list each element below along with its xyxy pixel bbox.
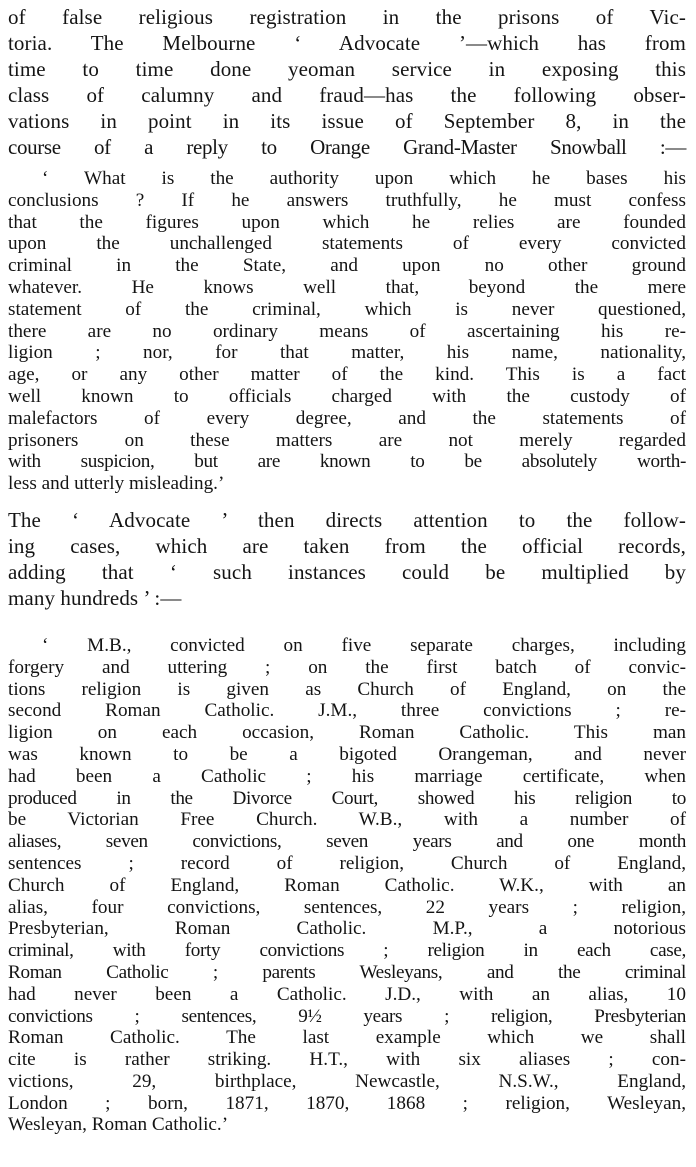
text-line: class of calumny and fraud—has the following obser- <box>8 83 686 107</box>
paragraph-cases-intro <box>8 507 686 611</box>
text-line: Roman Catholic. The last example which we shall <box>8 1027 686 1049</box>
text-line: time to time done yeoman service in exposing this <box>8 57 686 81</box>
text-line: Wesleyan, Roman Catholic.’ <box>8 1114 229 1136</box>
text-line: with suspicion, but are known to be absolutely worth- <box>8 451 686 473</box>
text-line: vations in point in its issue of September 8, in the <box>8 109 686 133</box>
text-line: was known to be a bigoted Orangeman, and never <box>8 743 686 765</box>
text-line: there are no ordinary means of ascertaining his re- <box>8 320 686 342</box>
quote-case-records <box>8 635 686 1136</box>
quote-advocate-authority <box>8 168 686 495</box>
text-line: criminal in the State, and upon no other ground <box>8 255 686 277</box>
text-line: ‘ What is the authority upon which he bases his <box>42 168 686 189</box>
text-line: London ; born, 1871, 1870, 1868 ; religion, Wesleyan, <box>8 1092 686 1114</box>
text-line: Roman Catholic ; parents Wesleyans, and the criminal <box>8 961 686 983</box>
text-line: age, or any other matter of the kind. This is a fact <box>8 364 686 386</box>
text-line: ligion ; nor, for that matter, his name, nationality, <box>8 342 686 364</box>
text-line: less and utterly misleading.’ <box>8 473 225 495</box>
text-line: alias, four convictions, sentences, 22 years ; religion, <box>8 896 686 918</box>
text-line: adding that ‘ such instances could be multiplied by <box>8 559 686 584</box>
text-line: of false religious registration in the prisons of Vic- <box>8 5 686 29</box>
paragraph-intro <box>8 4 686 160</box>
text-line: malefactors of every degree, and the statements of <box>8 407 686 429</box>
text-line: well known to officials charged with the custody of <box>8 385 686 407</box>
text-line: ‘ M.B., convicted on five separate charges, including <box>42 634 686 656</box>
text-line: had been a Catholic ; his marriage certificate, when <box>8 765 686 787</box>
text-line: whatever. He knows well that, beyond the mere <box>8 276 686 298</box>
text-line: cite is rather striking. H.T., with six aliases ; con- <box>8 1049 686 1071</box>
text-line: course of a reply to Orange Grand-Master Snowball :— <box>8 135 686 159</box>
text-line: upon the unchallenged statements of every convicted <box>8 233 686 255</box>
text-line: convictions ; sentences, 9½ years ; religion, Presbyterian <box>8 1005 686 1027</box>
text-line: ing cases, which are taken from the official records, <box>8 533 686 558</box>
text-line: aliases, seven convictions, seven years and one month <box>8 831 686 853</box>
text-line: toria. The Melbourne ‘ Advocate ’—which has from <box>8 31 686 55</box>
text-line: tions religion is given as Church of England, on the <box>8 678 686 700</box>
text-line: Church of England, Roman Catholic. W.K., with an <box>8 874 686 896</box>
text-line: second Roman Catholic. J.M., three convictions ; re- <box>8 700 686 722</box>
text-line: sentences ; record of religion, Church of England, <box>8 852 686 874</box>
text-line: had never been a Catholic. J.D., with an alias, 10 <box>8 983 686 1005</box>
text-line: that the figures upon which he relies are founded <box>8 211 686 233</box>
text-line: criminal, with forty convictions ; religion in each case, <box>8 940 686 962</box>
text-line: Presbyterian, Roman Catholic. M.P., a notorious <box>8 918 686 940</box>
text-line: prisoners on these matters are not merely regarded <box>8 429 686 451</box>
text-line: many hundreds ’ :— <box>8 585 182 610</box>
text-line: statement of the criminal, which is never questioned, <box>8 298 686 320</box>
text-line: produced in the Divorce Court, showed his religion to <box>8 787 686 809</box>
text-line: victions, 29, birthplace, Newcastle, N.S.W., England, <box>8 1070 686 1092</box>
text-line: forgery and uttering ; on the first batch of convic- <box>8 656 686 678</box>
text-line: be Victorian Free Church. W.B., with a number of <box>8 809 686 831</box>
text-line: The ‘ Advocate ’ then directs attention to the follow- <box>8 507 686 532</box>
text-line: conclusions ? If he answers truthfully, he must confess <box>8 189 686 211</box>
text-line: ligion on each occasion, Roman Catholic. This man <box>8 722 686 744</box>
